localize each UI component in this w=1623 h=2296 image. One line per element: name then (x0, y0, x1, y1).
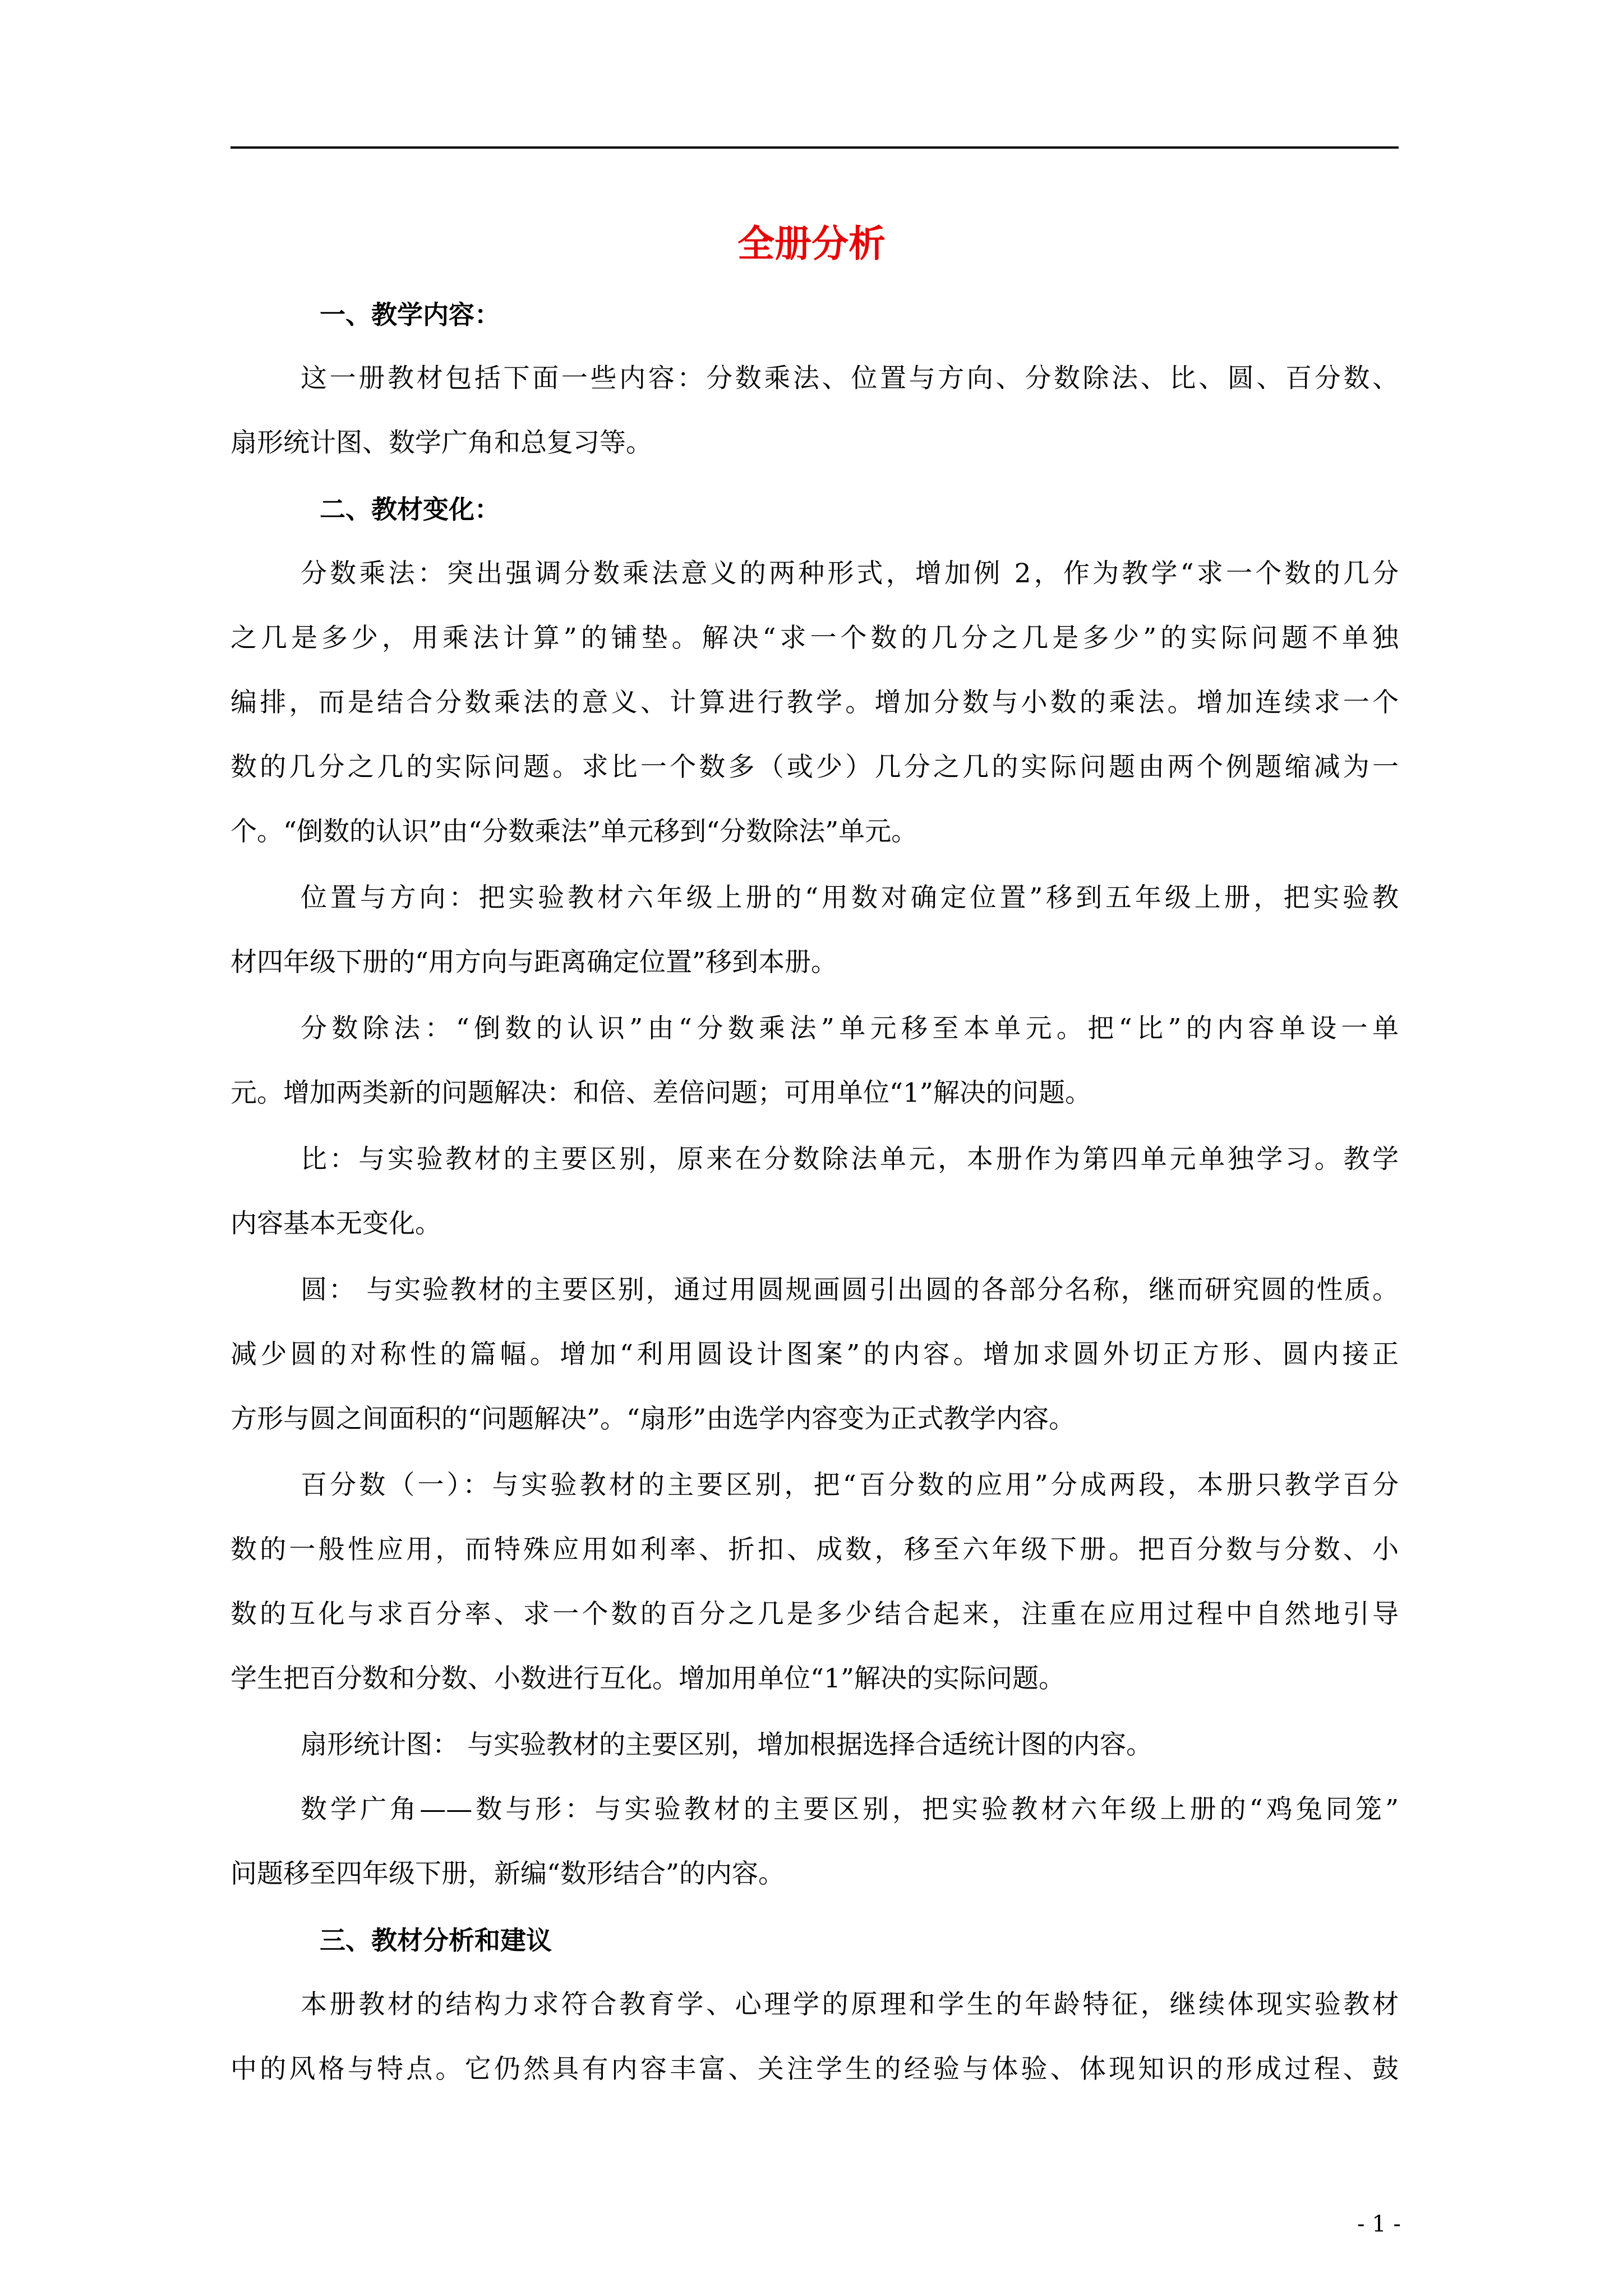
paragraph-line: 编排，而是结合分数乘法的意义、计算进行教学。增加分数与小数的乘法。增加连续求一个 (230, 687, 1399, 718)
paragraph-line: 百分数（一）：与实验教材的主要区别，把“百分数的应用”分成两段，本册只教学百分 (301, 1470, 1399, 1501)
paragraph-line: 减少圆的对称性的篇幅。增加“利用圆设计图案”的内容。增加求圆外切正方形、圆内接正 (230, 1339, 1399, 1370)
header-rule (230, 146, 1399, 149)
paragraph-line: 分数乘法：突出强调分数乘法意义的两种形式，增加例 2，作为教学“求一个数的几分 (301, 558, 1399, 589)
paragraph-line: 数学广角——数与形：与实验教材的主要区别，把实验教材六年级上册的“鸡兔同笼” (301, 1794, 1399, 1825)
paragraph-line: 问题移至四年级下册，新编“数形结合”的内容。 (230, 1858, 785, 1889)
paragraph-line: 位置与方向：把实验教材六年级上册的“用数对确定位置”移到五年级上册，把实验教 (301, 882, 1399, 913)
paragraph-line: 材四年级下册的“用方向与距离确定位置”移到本册。 (230, 947, 838, 978)
paragraph-line: 扇形统计图、数学广角和总复习等。 (230, 427, 652, 458)
paragraph-line: 数的一般性应用，而特殊应用如利率、折扣、成数，移至六年级下册。把百分数与分数、小 (230, 1534, 1399, 1565)
section-heading-1: 一、教学内容： (320, 300, 500, 330)
section-heading-3: 三、教材分析和建议 (320, 1925, 552, 1955)
page-number: - 1 - (1357, 2211, 1401, 2237)
paragraph-line: 本册教材的结构力求符合教育学、心理学的原理和学生的年龄特征，继续体现实验教材 (301, 1989, 1399, 2020)
paragraph-line: 分数除法：“倒数的认识”由“分数乘法”单元移至本单元。把“比”的内容单设一单 (301, 1013, 1399, 1044)
paragraph-line: 数的几分之几的实际问题。求比一个数多（或少）几分之几的实际问题由两个例题缩减为一 (230, 752, 1399, 783)
paragraph-line: 个。“倒数的认识”由“分数乘法”单元移到“分数除法”单元。 (230, 816, 918, 847)
page-title: 全册分析 (737, 222, 886, 265)
paragraph-line: 这一册教材包括下面一些内容：分数乘法、位置与方向、分数除法、比、圆、百分数、 (301, 363, 1399, 394)
paragraph-line: 内容基本无变化。 (230, 1208, 441, 1239)
paragraph-line: 中的风格与特点。它仍然具有内容丰富、关注学生的经验与体验、体现知识的形成过程、鼓 (230, 2054, 1399, 2085)
section-heading-2: 二、教材变化： (320, 494, 500, 524)
paragraph-line: 圆： 与实验教材的主要区别，通过用圆规画圆引出圆的各部分名称，继而研究圆的性质。 (301, 1274, 1399, 1305)
paragraph-line: 学生把百分数和分数、小数进行互化。增加用单位“1”解决的实际问题。 (230, 1663, 1065, 1694)
paragraph-line: 扇形统计图： 与实验教材的主要区别，增加根据选择合适统计图的内容。 (301, 1729, 1152, 1760)
paragraph-line: 之几是多少，用乘法计算”的铺垫。解决“求一个数的几分之几是多少”的实际问题不单独 (230, 623, 1399, 654)
paragraph-line: 方形与圆之间面积的“问题解决”。“扇形”由选学内容变为正式教学内容。 (230, 1404, 1076, 1434)
paragraph-line: 比：与实验教材的主要区别，原来在分数除法单元，本册作为第四单元单独学习。教学 (301, 1144, 1399, 1175)
paragraph-line: 数的互化与求百分率、求一个数的百分之几是多少结合起来，注重在应用过程中自然地引导 (230, 1599, 1399, 1630)
paragraph-line: 元。增加两类新的问题解决：和倍、差倍问题；可用单位“1”解决的问题。 (230, 1078, 1091, 1108)
